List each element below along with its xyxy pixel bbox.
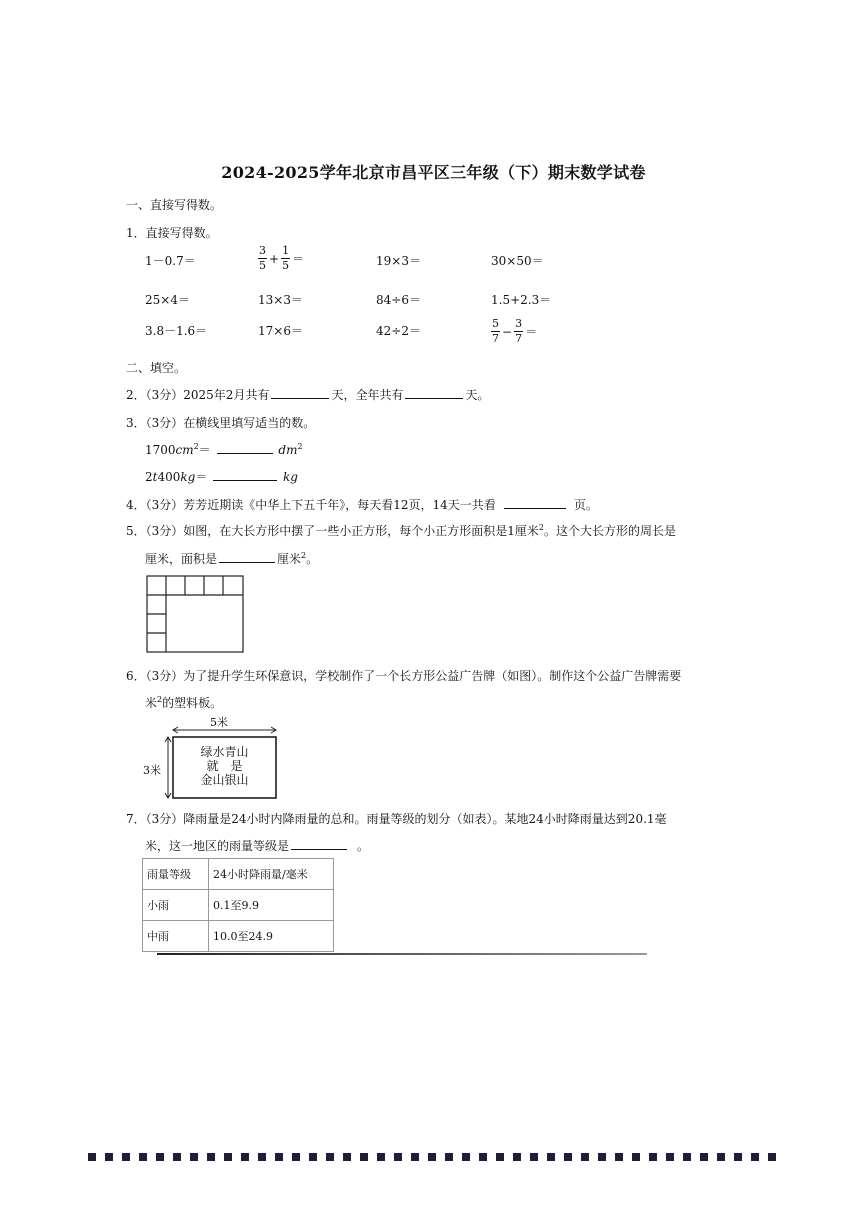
question-7-line-1: 7．（3分）降雨量是24小时内降雨量的总和。雨量等级的划分（如表）。某地24小时降雨量达到20.1毫 bbox=[126, 812, 667, 826]
footer-square bbox=[717, 1153, 725, 1161]
footer-square bbox=[360, 1153, 368, 1161]
q3-value: 2 bbox=[145, 470, 153, 484]
footer-square bbox=[394, 1153, 402, 1161]
question-3: 3．（3分）在横线里填写适当的数。 bbox=[126, 416, 316, 430]
footer-square bbox=[564, 1153, 572, 1161]
superscript: 2 bbox=[193, 442, 199, 451]
height-label: 3米 bbox=[143, 764, 161, 777]
equals: ＝ bbox=[195, 470, 208, 484]
footer-square bbox=[173, 1153, 181, 1161]
q5-text: 厘米 bbox=[277, 552, 302, 566]
equals: ＝ bbox=[292, 252, 305, 266]
q6-text-end: 的塑料板。 bbox=[162, 696, 223, 710]
answer-blank[interactable] bbox=[213, 468, 277, 481]
footer-square bbox=[581, 1153, 589, 1161]
unit: t bbox=[152, 470, 158, 484]
calc-r2c3: 84÷6＝ bbox=[376, 293, 421, 307]
billboard-figure bbox=[140, 712, 285, 804]
q5-text: 5．（3分）如图，在大长方形中摆了一些小正方形，每个小正方形面积是1厘米 bbox=[126, 524, 539, 538]
footer-square bbox=[258, 1153, 266, 1161]
superscript: 2 bbox=[301, 551, 307, 560]
question-5-line-2 bbox=[145, 550, 318, 567]
q7-text-end: 。 bbox=[357, 839, 370, 853]
sign-line: 就 是 bbox=[206, 759, 243, 773]
answer-blank[interactable] bbox=[405, 386, 463, 399]
footer-square bbox=[190, 1153, 198, 1161]
question-6-line-1: 6．（3分）为了提升学生环保意识，学校制作了一个长方形公益广告牌（如图）。制作这个公益广告牌需要 bbox=[126, 669, 682, 683]
rectangle-grid-figure bbox=[146, 575, 246, 654]
billboard-text bbox=[173, 745, 276, 787]
unit: kg bbox=[283, 470, 298, 484]
footer-square bbox=[343, 1153, 351, 1161]
calc-r3c3: 42÷2＝ bbox=[376, 324, 421, 338]
footer-square bbox=[496, 1153, 504, 1161]
section1-heading: 一、直接写得数。 bbox=[126, 198, 223, 212]
sign-line: 金山银山 bbox=[200, 773, 249, 787]
unit: cm bbox=[175, 443, 194, 457]
footer-square bbox=[207, 1153, 215, 1161]
footer-square bbox=[88, 1153, 96, 1161]
sign-line: 绿水青山 bbox=[200, 745, 249, 759]
equals: ＝ bbox=[198, 443, 211, 457]
table-row bbox=[143, 921, 334, 952]
footer-square bbox=[462, 1153, 470, 1161]
superscript: 2 bbox=[297, 442, 303, 451]
footer-square bbox=[428, 1153, 436, 1161]
table-header: 雨量等级 bbox=[143, 859, 209, 890]
footer-square bbox=[768, 1153, 776, 1161]
answer-blank[interactable] bbox=[504, 496, 566, 509]
unit: dm bbox=[278, 443, 298, 457]
footer-square bbox=[275, 1153, 283, 1161]
footer-square bbox=[649, 1153, 657, 1161]
fraction: $\frac{3}{7}$ bbox=[515, 317, 523, 345]
question-6-line-2 bbox=[145, 694, 222, 711]
calc-r3c1: 3.8－1.6＝ bbox=[145, 324, 208, 338]
footer-square bbox=[666, 1153, 674, 1161]
width-label: 5米 bbox=[210, 716, 228, 729]
q5-text-end: 。这个大长方形的周长是 bbox=[544, 524, 677, 538]
table-row bbox=[143, 890, 334, 921]
footer-square bbox=[445, 1153, 453, 1161]
footer-square bbox=[292, 1153, 300, 1161]
footer-square bbox=[377, 1153, 385, 1161]
q1-label: 1．直接写得数。 bbox=[126, 226, 218, 240]
q2-text: 2．（3分）2025年2月共有 bbox=[126, 388, 270, 402]
table-header-row bbox=[143, 859, 334, 890]
answer-blank[interactable] bbox=[219, 550, 275, 563]
q2-text-mid: 天，全年共有 bbox=[331, 388, 404, 402]
operator: + bbox=[269, 251, 280, 266]
footer-square bbox=[411, 1153, 419, 1161]
q2-text-end: 天。 bbox=[465, 388, 490, 402]
section2-heading: 二、填空。 bbox=[126, 361, 187, 375]
cut-line bbox=[157, 953, 647, 955]
calc-r1c2 bbox=[258, 245, 304, 272]
table-header: 24小时降雨量/毫米 bbox=[209, 859, 334, 890]
calc-r2c1: 25×4＝ bbox=[145, 293, 190, 307]
question-7-line-2 bbox=[145, 837, 369, 854]
q3-line-2 bbox=[145, 468, 298, 485]
q4-text: 4．（3分）芳芳近期读《中华上下五千年》，每天看12页，14天一共看 bbox=[126, 498, 496, 512]
table-cell: 中雨 bbox=[143, 921, 209, 952]
table-cell: 10.0至24.9 bbox=[209, 921, 334, 952]
footer-square bbox=[751, 1153, 759, 1161]
fraction: $\frac{3}{5}$ bbox=[259, 244, 266, 272]
footer-square bbox=[139, 1153, 147, 1161]
question-4 bbox=[126, 496, 598, 513]
calc-r3c4 bbox=[491, 318, 537, 345]
footer-square bbox=[513, 1153, 521, 1161]
footer-square bbox=[700, 1153, 708, 1161]
footer-square bbox=[326, 1153, 334, 1161]
footer-square bbox=[105, 1153, 113, 1161]
q5-text-end: 。 bbox=[306, 552, 319, 566]
footer-square bbox=[530, 1153, 538, 1161]
footer-square bbox=[241, 1153, 249, 1161]
calc-r2c4: 1.5+2.3＝ bbox=[491, 293, 552, 307]
q3-value: 400 bbox=[157, 470, 181, 484]
footer-square bbox=[598, 1153, 606, 1161]
equals: ＝ bbox=[525, 325, 538, 339]
fraction: $\frac{5}{7}$ bbox=[492, 317, 499, 345]
unit: kg bbox=[180, 470, 196, 484]
superscript: 2 bbox=[157, 695, 163, 704]
question-5-line-1 bbox=[126, 522, 676, 539]
footer-square bbox=[547, 1153, 555, 1161]
table-cell: 小雨 bbox=[143, 890, 209, 921]
footer-square bbox=[734, 1153, 742, 1161]
q4-text-end: 页。 bbox=[573, 498, 598, 512]
question-2 bbox=[126, 386, 489, 403]
calc-r1c3: 19×3＝ bbox=[376, 254, 421, 268]
rainfall-table bbox=[142, 858, 334, 952]
page-title: 2024-2025学年北京市昌平区三年级（下）期末数学试卷 bbox=[221, 163, 646, 182]
superscript: 2 bbox=[538, 523, 545, 532]
operator: − bbox=[502, 324, 513, 339]
answer-blank[interactable] bbox=[217, 441, 273, 454]
calc-r3c2: 17×6＝ bbox=[258, 324, 303, 338]
answer-blank[interactable] bbox=[291, 837, 347, 850]
answer-blank[interactable] bbox=[271, 386, 329, 399]
footer-square bbox=[224, 1153, 232, 1161]
footer-square bbox=[683, 1153, 691, 1161]
calc-r1c4: 30×50＝ bbox=[491, 254, 544, 268]
footer-square bbox=[122, 1153, 130, 1161]
q7-text: 米，这一地区的雨量等级是 bbox=[145, 839, 290, 853]
footer-square bbox=[479, 1153, 487, 1161]
q3-line-1 bbox=[145, 441, 303, 458]
calc-r1c1: 1－0.7＝ bbox=[145, 254, 196, 268]
q6-text: 米 bbox=[145, 696, 158, 710]
q3-value: 1700 bbox=[145, 443, 176, 457]
footer-square bbox=[156, 1153, 164, 1161]
footer-square bbox=[309, 1153, 317, 1161]
footer-square bbox=[632, 1153, 640, 1161]
calc-r2c2: 13×3＝ bbox=[258, 293, 303, 307]
footer-square bbox=[615, 1153, 623, 1161]
footer-decoration bbox=[88, 1153, 788, 1163]
table-cell: 0.1至9.9 bbox=[209, 890, 334, 921]
fraction: $\frac{1}{5}$ bbox=[282, 244, 290, 272]
q5-text: 厘米，面积是 bbox=[145, 552, 218, 566]
